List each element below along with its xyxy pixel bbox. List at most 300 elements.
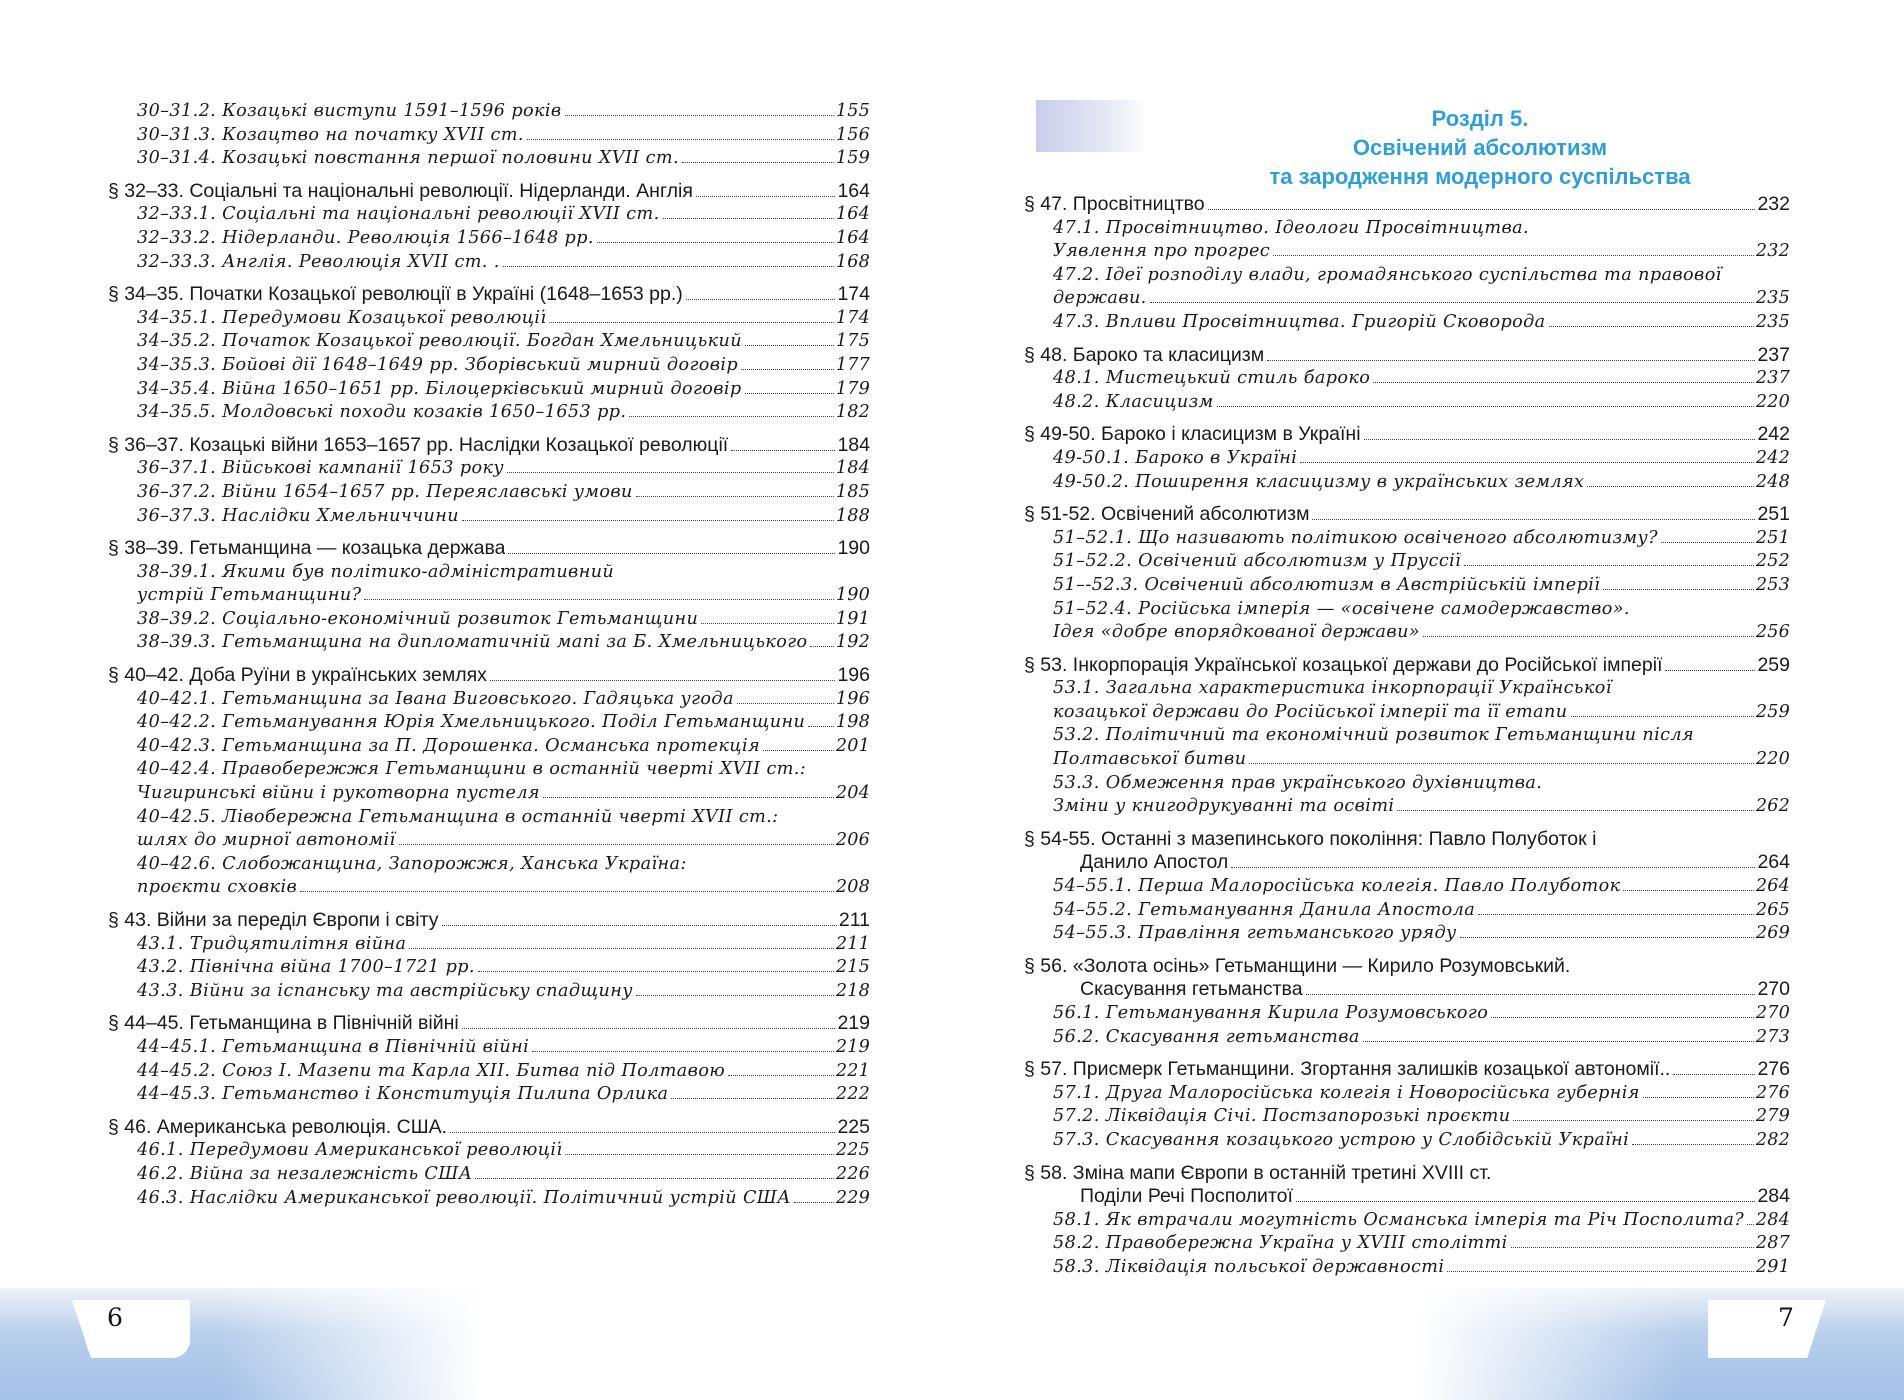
section-title-text: § 40–42. Доба Руїни в українських землях (108, 664, 487, 687)
subsection-text: 44–45.1. Гетьманщина в Північній війні (137, 1036, 530, 1057)
section-title-text: § 53. Інкорпорація Української козацької держави до Російської імперії (1024, 653, 1663, 676)
subsection-text: устрій Гетьманщини? (137, 585, 362, 606)
subsection (1024, 550, 1790, 574)
dot-leader (1373, 382, 1754, 383)
section-title (108, 664, 870, 688)
dot-leader (701, 623, 834, 624)
page-ref: 218 (835, 980, 870, 1001)
section-title-text: § 44–45. Гетьманщина в Північній війні (108, 1012, 459, 1035)
chapter-decoration (1036, 100, 1146, 152)
subsection-text: 48.2. Класицизм (1053, 391, 1214, 412)
subsection-title: 40–42.6. Слобожанщина, Запорожжя, Ханська Україна: (137, 853, 687, 874)
subsection-text: 44–45.3. Гетьманство і Конституція Пилипа Орлика (137, 1084, 669, 1105)
subsection-title: 40–42.5. Лівобережна Гетьманщина в останній чверті XVII ст.: (137, 806, 779, 827)
chapter-number: Розділ 5. (1431, 106, 1529, 131)
page-ref: 229 (835, 1187, 870, 1208)
subsection-text: 43.1. Тридцятилітня війна (137, 933, 407, 954)
section-title-continued (1024, 1185, 1790, 1209)
section-title: § 58. Зміна мапи Європи в останній третині XVIII ст. (1024, 1161, 1492, 1184)
subsection (108, 735, 870, 759)
subsection (108, 457, 870, 481)
dot-leader (543, 797, 834, 798)
section-title-text: § 48. Бароко та класицизм (1024, 343, 1265, 366)
page-ref: 225 (837, 1115, 870, 1138)
section-title (108, 1116, 870, 1140)
subsection (108, 1139, 870, 1163)
subsection-text: 44–45.2. Союз І. Мазепи та Карла XII. Битва під Полтавою (137, 1060, 726, 1081)
page-ref: 242 (1755, 447, 1790, 468)
subsection-text: 38–39.3. Гетьманщина на дипломатичній мапі за Б. Хмельницького (137, 632, 808, 653)
page-ref: 196 (837, 664, 870, 687)
toc-section (108, 180, 870, 274)
toc-section (1024, 503, 1790, 645)
page-ref: 219 (835, 1036, 870, 1057)
subsection-text: 32–33.1. Соціальні та національні революції XVII ст. (137, 204, 660, 225)
dot-leader (1217, 406, 1754, 407)
subsection (108, 980, 870, 1004)
subsection-text: 32–33.2. Нідерланди. Революція 1566–1648 рр. (137, 227, 594, 248)
subsection (108, 1036, 870, 1060)
dot-leader (527, 139, 834, 140)
dot-leader (507, 472, 834, 473)
chapter-heading (1210, 104, 1750, 191)
toc-section (108, 434, 870, 528)
subsection-text: 36–37.2. Війни 1654–1657 рр. Переяславські умови (137, 481, 633, 502)
subsection-text: Зміни у книгодрукуванні та освіті (1053, 796, 1395, 817)
page-ref: 220 (1755, 749, 1790, 770)
subsection-text: 54–55.1. Перша Малоросійська колегія. Павло Полуботок (1053, 876, 1621, 897)
subsection-text: 43.3. Війни за іспанську та австрійську спадщину (137, 980, 633, 1001)
subsection (108, 100, 870, 124)
subsection-text: 40–42.1. Гетьманщина за Івана Виговського. Гадяцька угода (137, 688, 734, 709)
subsection-text: 54–55.2. Гетьманування Данила Апостола (1053, 899, 1476, 920)
page-ref: 251 (1755, 527, 1790, 548)
toc-section (1024, 193, 1790, 335)
page-ref: 190 (837, 537, 870, 560)
page-ref: 284 (1755, 1209, 1790, 1230)
subsection (108, 876, 870, 900)
toc-section (108, 909, 870, 1003)
subsection (108, 956, 870, 980)
section-title-text: § 34–35. Початки Козацької революції в Україні (1648–1653 рр.) (108, 283, 683, 306)
dot-leader (1673, 1074, 1755, 1075)
toc-section (1024, 955, 1790, 1049)
dot-leader (1549, 326, 1754, 327)
dot-leader (728, 1075, 834, 1076)
subsection (1024, 391, 1790, 415)
subsection-text: 58.1. Як втрачали могутність Османська імперія та Річ Посполита? (1053, 1209, 1745, 1230)
dot-leader (686, 299, 836, 300)
subsection-text: 34–35.5. Молдовські походи козаків 1650–1653 рр. (137, 402, 627, 423)
subsection-text: держави. (1053, 288, 1147, 309)
dot-leader (1661, 542, 1754, 543)
subsection-title: 53.3. Обмеження прав українського духівництва. (1053, 772, 1543, 793)
toc-section (108, 664, 870, 900)
section-title-continued-text: Поділи Речі Посполитої (1080, 1185, 1293, 1208)
section-title (1024, 423, 1790, 447)
subsection (1024, 447, 1790, 471)
toc-section (108, 537, 870, 655)
dot-leader (503, 266, 834, 267)
page-ref: 291 (1755, 1256, 1790, 1277)
subsection (108, 829, 870, 853)
subsection-text: 32–33.3. Англія. Революція XVII ст. . (137, 251, 500, 272)
subsection-text: 34–35.4. Війна 1650–1651 рр. Білоцерківський мирний договір (137, 378, 742, 399)
subsection (1024, 621, 1790, 645)
page-ref: 242 (1757, 423, 1790, 446)
page-ref: 164 (835, 227, 870, 248)
dot-leader (1747, 1224, 1754, 1225)
subsection (108, 378, 870, 402)
dot-leader (1423, 636, 1754, 637)
page-ref: 179 (835, 378, 870, 399)
page-ref: 168 (835, 251, 870, 272)
page-ref: 279 (1755, 1106, 1790, 1127)
subsection-text: 40–42.2. Гетьманування Юрія Хмельницького. Поділ Гетьманщини (137, 712, 806, 733)
subsection (108, 933, 870, 957)
subsection-title: 53.1. Загальна характеристика інкорпорації Української (1053, 678, 1612, 699)
subsection-text: 46.1. Передумови Американської революції (137, 1140, 563, 1161)
subsection-text: Уявлення про прогрес (1053, 241, 1271, 262)
dot-leader (737, 703, 834, 704)
subsection (1024, 471, 1790, 495)
subsection-text: 57.2. Ліквідація Січі. Постзапорозькі проєкти (1053, 1106, 1511, 1127)
page-ref: 235 (1755, 311, 1790, 332)
subsection (108, 203, 870, 227)
section-title-continued-text: Скасування гетьманства (1080, 978, 1303, 1001)
subsection-text: 34–35.2. Початок Козацької революції. Богдан Хмельницький (137, 331, 742, 352)
page-ref: 208 (835, 877, 870, 898)
dot-leader (490, 680, 836, 681)
subsection-text: 36–37.3. Наслідки Хмельниччини (137, 505, 460, 526)
page-ref: 211 (838, 909, 870, 931)
subsection (1024, 287, 1790, 311)
dot-leader (1478, 914, 1754, 915)
section-title: § 54-55. Останні з мазепинського покоління: Павло Полуботок і (1024, 827, 1597, 850)
subsection (108, 147, 870, 171)
subsection (1024, 1256, 1790, 1280)
section-title-text: § 32–33. Соціальні та національні революції. Нідерланди. Англія (108, 179, 693, 202)
subsection-text: 49-50.1. Бароко в Україні (1053, 447, 1298, 468)
subsection-text: 30–31.4. Козацькі повстання першої половини XVII ст. (137, 148, 679, 169)
section-title (108, 1012, 870, 1036)
subsection-text: 38–39.2. Соціально-економічний розвиток Гетьманщини (137, 608, 699, 629)
dot-leader (478, 971, 834, 972)
page-ref: 253 (1755, 574, 1790, 595)
subsection (1024, 1209, 1790, 1233)
toc-section (108, 1116, 870, 1210)
dot-leader (1447, 1271, 1753, 1272)
subsection-text: Ідея «добре впорядкованої держави» (1053, 622, 1420, 643)
subsection (108, 608, 870, 632)
page-ref: 204 (835, 783, 870, 804)
dot-leader (810, 646, 833, 647)
dot-leader (1665, 670, 1755, 671)
chapter-title-line2: та зародження модерного суспільства (1269, 164, 1691, 189)
subsection (1024, 795, 1790, 819)
subsection-text: 34–35.3. Бойові дії 1648–1649 рр. Зборівський мирний договір (137, 354, 739, 375)
subsection (108, 1163, 870, 1187)
subsection (1024, 367, 1790, 391)
page-ref: 282 (1755, 1129, 1790, 1150)
page-number-tab-left (72, 1300, 190, 1358)
dot-leader (636, 496, 834, 497)
section-title (1024, 193, 1790, 217)
subsection (108, 401, 870, 425)
subsection-text: 30–31.3. Козацтво на початку XVII ст. (137, 124, 524, 145)
page-ref: 177 (835, 354, 870, 375)
toc-left-page (108, 100, 870, 1219)
subsection-title: 53.2. Політичний та економічний розвиток Гетьманщини після (1053, 725, 1695, 746)
subsection-text: 57.3. Скасування козацького устрою у Слобідській Україні (1053, 1129, 1630, 1150)
subsection (1024, 748, 1790, 772)
subsection-text: Чигиринські війни і рукотворна пустеля (137, 783, 540, 804)
dot-leader (1312, 519, 1755, 520)
subsection (108, 124, 870, 148)
section-title (108, 537, 870, 561)
dot-leader (597, 242, 834, 243)
subsection (108, 330, 870, 354)
dot-leader (1273, 255, 1754, 256)
page-ref: 226 (835, 1163, 870, 1184)
subsection (1024, 1002, 1790, 1026)
subsection (1024, 701, 1790, 725)
dot-leader (763, 750, 834, 751)
dot-leader (1296, 1201, 1756, 1202)
page-ref: 259 (1755, 701, 1790, 722)
subsection (108, 688, 870, 712)
subsection (108, 1187, 870, 1211)
subsection (1024, 527, 1790, 551)
subsection-text: 43.2. Північна війна 1700–1721 рр. (137, 957, 475, 978)
page-ref: 191 (835, 608, 870, 629)
dot-leader (636, 995, 834, 996)
dot-leader (508, 553, 835, 554)
subsection (108, 307, 870, 331)
page-ref: 256 (1755, 622, 1790, 643)
subsection-text: 57.1. Друга Малоросійська колегія і Новоросійська губернія (1053, 1082, 1640, 1103)
toc-section (1024, 828, 1790, 946)
subsection (108, 354, 870, 378)
subsection-title: 38–39.1. Якими був політико-адміністративний (137, 561, 615, 582)
dot-leader (532, 1051, 834, 1052)
page-ref: 159 (835, 148, 870, 169)
dot-leader (1364, 439, 1756, 440)
subsection-text: 56.2. Скасування гетьманства (1053, 1026, 1360, 1047)
page-ref: 192 (835, 632, 870, 653)
dot-leader (442, 925, 837, 926)
page-ref: 264 (1757, 851, 1790, 874)
page-ref: 201 (835, 735, 870, 756)
subsection (108, 631, 870, 655)
section-title (108, 283, 870, 307)
subsection (1024, 1026, 1790, 1050)
toc-section (108, 283, 870, 425)
dot-leader (1363, 1041, 1754, 1042)
page-ref: 259 (1757, 653, 1790, 676)
subsection (108, 505, 870, 529)
toc-section (1024, 1162, 1790, 1280)
dot-leader (1397, 810, 1753, 811)
subsection-text: 51–52.1. Що називають політикою освіченого абсолютизму? (1053, 527, 1658, 548)
page-ref: 284 (1757, 1185, 1790, 1208)
subsection-title: 40–42.4. Правобережжя Гетьманщини в останній чверті XVII ст.: (137, 759, 807, 780)
page-ref: 184 (837, 433, 870, 456)
page-ref: 270 (1755, 1003, 1790, 1023)
section-title-text: § 38–39. Гетьманщина — козацька держава (108, 537, 506, 560)
dot-leader (399, 844, 834, 845)
subsection (1024, 1129, 1790, 1153)
subsection-text: 47.3. Впливи Просвітництва. Григорій Сковорода (1053, 311, 1546, 332)
dot-leader (1150, 302, 1754, 303)
page-ref: 232 (1755, 241, 1790, 262)
dot-leader (450, 1132, 835, 1133)
subsection (1024, 1082, 1790, 1106)
page-ref: 270 (1757, 978, 1790, 1001)
subsection-text: 51–-52.3. Освічений абсолютизм в Австрійській імперії (1053, 574, 1601, 595)
dot-leader (731, 450, 835, 451)
section-title (108, 180, 870, 204)
subsection-text: 46.2. Війна за незалежність США (137, 1163, 473, 1184)
section-title-text: § 46. Американська революція. США. (108, 1115, 448, 1138)
section-title-text: § 36–37. Козацькі війни 1653–1657 рр. Наслідки Козацької революції (108, 433, 729, 456)
subsection (1024, 899, 1790, 923)
page-ref: 175 (835, 331, 870, 352)
page-ref: 219 (837, 1012, 870, 1035)
subsection-title: 47.2. Ідеї розподілу влади, громадянського суспільства та правової (1053, 264, 1722, 285)
subsection (1024, 240, 1790, 264)
dot-leader (1249, 763, 1753, 764)
page-ref: 237 (1757, 343, 1790, 366)
page-ref: 262 (1755, 796, 1790, 817)
dot-leader (475, 1178, 833, 1179)
dot-leader (565, 115, 834, 116)
subsection (108, 251, 870, 275)
subsection-text: проєкти сховків (137, 877, 298, 898)
section-title-text: § 47. Просвітництво (1024, 193, 1205, 215)
dot-leader (629, 416, 833, 417)
toc-section (108, 1012, 870, 1106)
dot-leader (364, 599, 833, 600)
dot-leader (696, 196, 836, 197)
dot-leader (1491, 1017, 1754, 1018)
section-title (1024, 1058, 1790, 1082)
page-ref: 185 (835, 481, 870, 502)
section-title: § 56. «Золота осінь» Гетьманщини — Кирило Розумовський. (1024, 954, 1571, 977)
dot-leader (745, 345, 834, 346)
page-ref: 264 (1755, 876, 1790, 897)
section-title (1024, 654, 1790, 678)
page-ref: 221 (835, 1060, 870, 1081)
page-number-right: 7 (1778, 1303, 1794, 1332)
section-title-text: § 43. Війни за переділ Європи і світу (108, 909, 439, 931)
subsection (108, 481, 870, 505)
subsection-text: 56.1. Гетьманування Кирила Розумовського (1053, 1003, 1489, 1023)
toc-right-page (1024, 193, 1790, 1289)
subsection (1024, 875, 1790, 899)
toc-section (1024, 654, 1790, 819)
dot-leader (1643, 1097, 1754, 1098)
dot-leader (1208, 209, 1756, 210)
subsection-text: 49-50.2. Поширення класицизму в українських землях (1053, 471, 1585, 492)
subsection (108, 227, 870, 251)
dot-leader (808, 726, 834, 727)
section-title (108, 434, 870, 458)
dot-leader (1603, 589, 1754, 590)
section-title (1024, 344, 1790, 368)
section-title-text: § 49-50. Бароко і класицизм в Україні (1024, 423, 1361, 446)
page-ref: 276 (1757, 1058, 1790, 1081)
page-number-tab-right (1708, 1300, 1826, 1358)
subsection-text: 36–37.1. Військові кампанії 1653 року (137, 458, 504, 479)
dot-leader (1511, 1247, 1754, 1248)
page-ref: 196 (835, 688, 870, 709)
subsection-text: 46.3. Наслідки Американської революції. Політичний устрій США (137, 1187, 792, 1208)
page-ref: 276 (1755, 1082, 1790, 1103)
dot-leader (1571, 716, 1754, 717)
subsection-text: 51–52.2. Освічений абсолютизм у Пруссії (1053, 551, 1462, 572)
page-ref: 215 (835, 957, 870, 978)
dot-leader (1513, 1120, 1753, 1121)
dot-leader (745, 393, 834, 394)
dot-leader (565, 1154, 833, 1155)
subsection (108, 1083, 870, 1107)
toc-section (1024, 1058, 1790, 1152)
subsection (108, 782, 870, 806)
page-ref: 265 (1755, 899, 1790, 920)
subsection (108, 584, 870, 608)
subsection-text: шлях до мирної автономії (137, 830, 396, 851)
dot-leader (1231, 867, 1755, 868)
page-number-left: 6 (107, 1303, 123, 1332)
dot-leader (663, 218, 834, 219)
page-ref: 220 (1755, 391, 1790, 412)
dot-leader (300, 891, 834, 892)
footer-band (0, 1288, 1904, 1400)
page-ref: 156 (835, 124, 870, 145)
page-ref: 155 (835, 101, 870, 121)
page-ref: 287 (1755, 1233, 1790, 1254)
dot-leader (741, 369, 834, 370)
dot-leader (1460, 937, 1754, 938)
page-ref: 164 (835, 204, 870, 225)
page-ref: 273 (1755, 1026, 1790, 1047)
subsection-text: 58.3. Ліквідація польської державності (1053, 1256, 1445, 1277)
subsection (1024, 922, 1790, 946)
page-ref: 164 (837, 179, 870, 202)
subsection-text: 48.1. Мистецький стиль бароко (1053, 368, 1371, 389)
subsection (1024, 1105, 1790, 1129)
subsection-title: 51–52.4. Російська імперія — «освічене самодержавство». (1053, 598, 1630, 619)
subsection (1024, 1232, 1790, 1256)
dot-leader (682, 162, 834, 163)
subsection-text: козацької держави до Російської імперії та її етапи (1053, 701, 1568, 722)
toc-section (1024, 423, 1790, 494)
page-ref: 211 (835, 933, 870, 954)
section-title-continued-text: Данило Апостол (1080, 851, 1229, 874)
dot-leader (549, 322, 833, 323)
dot-leader (1306, 994, 1756, 995)
subsection-text: 54–55.3. Правління гетьманського уряду (1053, 923, 1457, 944)
subsection-title: 47.1. Просвітництво. Ідеологи Просвітництва. (1053, 217, 1529, 238)
subsection-text: Полтавської битви (1053, 749, 1247, 770)
page-ref: 184 (835, 458, 870, 479)
section-title-continued (1024, 978, 1790, 1002)
page-ref: 222 (835, 1084, 870, 1105)
page-ref: 251 (1757, 503, 1790, 526)
subsection (1024, 311, 1790, 335)
page-ref: 232 (1757, 193, 1790, 215)
